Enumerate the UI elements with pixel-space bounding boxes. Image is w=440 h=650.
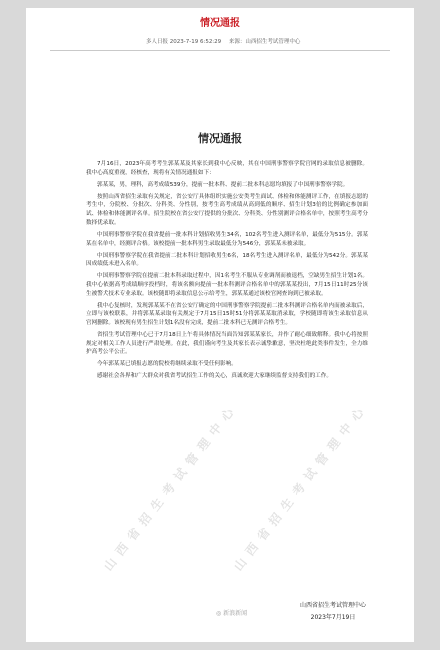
signature-org: 山西省招生考试管理中心 (300, 602, 367, 609)
paragraph: 今年郭某某已填报志愿的院校将继续录取不受任何影响。 (97, 361, 237, 368)
signature-block (300, 600, 366, 624)
document-title: 情况通报 (198, 132, 242, 145)
document-page (26, 8, 414, 642)
paragraph: 感谢社会各界和广大群众对我省考试招生工作的关心，真诚欢迎大家继续监督支持我们的工作。 (97, 373, 332, 380)
document-body (86, 160, 368, 384)
paragraph: 郭某某，男，理科，高考成绩539分，提前一批本科、提前二批本科志愿均填报了中国刑事警察学院。 (97, 181, 349, 188)
header-divider (50, 50, 390, 51)
paragraph: 中国刑事警察学院在我省提前二批本科计划招收男生6名，18名考生进入测评名单，最低分为542分。郭某某因成绩低未进入名单。 (86, 252, 368, 268)
watermark: 山西省招生考试管理中心 (231, 400, 371, 574)
paragraph: 7月16日，2023年高考考生郭某某及其家长到我中心反映，其在中国刑事警察学院官网的录取信息被删除。我中心高度重视，经核查，现将有关情况通报如下： (86, 161, 368, 176)
source-label: 来源：山西招生考试管理中心 (228, 39, 301, 45)
news-source-stamp: ◎ 新浪新闻 (216, 610, 248, 617)
watermark: 山西省招生考试管理中心 (101, 400, 241, 574)
publish-date: 多人日报 2023-7-19 6:52:29 (146, 39, 222, 45)
paragraph: 中国刑事警察学院在我省提前一批本科计划招收男生34名，102名考生进入测评名单，最低分为515分。郭某某在名单中，经测评合格。该校提前一批本科男生录取最低分为546分，郭某某未被录取。 (86, 231, 368, 247)
paragraph: 省招生考试管理中心已于7月18日上午将具体情况当面告知郭某某家长，并作了耐心细致解释。我中心将按照规定对相关工作人员进行严肃处理。在此，我们谨向考生及其家长表示诚挚歉意，坚决杜绝此类事件发生，全力维护高考公平公正。 (86, 332, 368, 356)
signature-date: 2023年7月19日 (310, 614, 356, 621)
article-meta (146, 37, 306, 45)
paragraph: 中国刑事警察学院在提前二批本科录取过程中，因1名考生不服从专业调剂而被退档，空缺男生招生计划1名。我中心依据高考成绩顺序投档时，将该名额向提前一批本科测评合格名单中的郭某某投出，7月15日11时25分该生被警犬技术专业录取。该校随即将录取信息公示给考生，郭某某通过该校官网查询到已被录取。 (86, 273, 368, 297)
header-title: 情况通报 (200, 18, 240, 29)
paragraph: 我中心复核时，发现郭某某不在省公安厅确定的中国刑事警察学院提前二批本科测评合格名单内而被录取后，立即与该校联系，并将郭某某录取有关规定于7月15日15时51分将郭某某取消录取，学校随即将该生录取信息从官网删除。该校现有男生招生计划1名没有完成，提前二批本科已无测评合格考生。 (86, 302, 368, 327)
paragraph: 按照山西省招生录取有关规定，省公安厅具体组织实施公安类考生面试、体检和体能测评工作，在填报志愿的考生中，分院校、分批次、分科类、分性别，按考生高考成绩从高到低的顺序、招生计划3倍的比例确定参加面试、体检和体能测评名单。招生院校在省公安厅提供的分批次、分科类、分性别测评合格名单中，按照考生高考分数择优录取。 (86, 193, 368, 226)
